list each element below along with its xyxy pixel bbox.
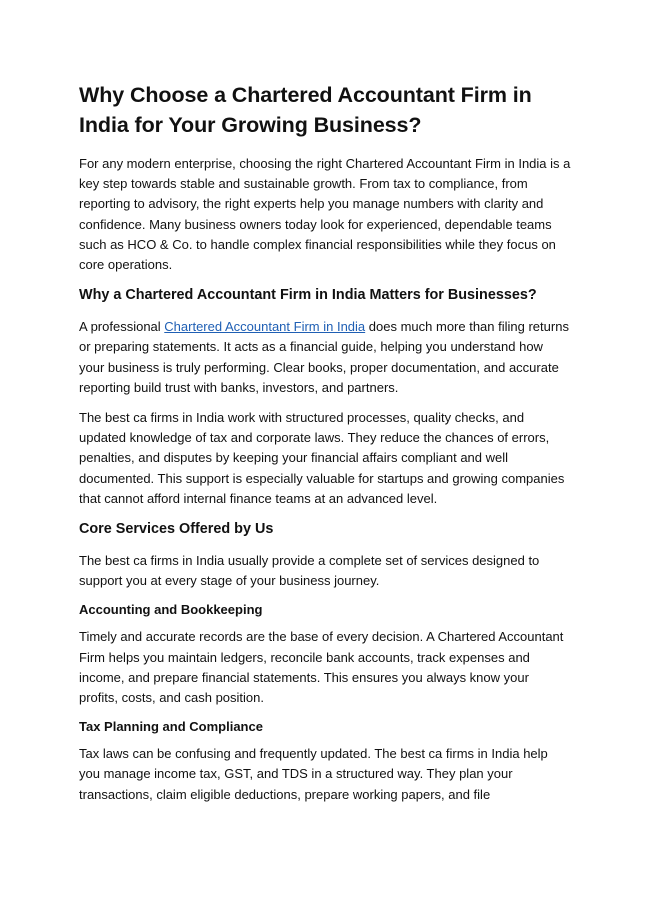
section-heading-why-ca: Why a Chartered Accountant Firm in India Matters for Businesses? [79, 287, 537, 304]
page-title: Why Choose a Chartered Accountant Firm in India for Your Growing Business? [79, 83, 532, 137]
section-heading-core-services: Core Services Offered by Us [79, 521, 274, 538]
why-ca-paragraph-2: The best ca firms in India work with structured processes, quality checks, and updated knowledge of tax and corporate laws. They reduce the chances of errors, penalties, and disputes by keeping your financial affairs compliant and well documented. This support is especially valuable for startups and growing companies that cannot afford internal finance teams at an advanced level. [79, 410, 565, 506]
intro-paragraph: For any modern enterprise, choosing the right Chartered Accountant Firm in India is a key step towards stable and sustainable growth. From tax to compliance, from reporting to advisory, the right experts help you manage numbers with clarity and confidence. Many business owners today look for experienced, dependable teams such as HCO & Co. to handle complex financial responsibilities while they focus on core operations. [79, 156, 571, 273]
tax-planning-paragraph: Tax laws can be confusing and frequently updated. The best ca firms in India help you manage income tax, GST, and TDS in a structured way. They plan your transactions, claim eligible deductions, prepare working papers, and file [79, 746, 548, 802]
why-ca-text-before-link: A professional [79, 319, 165, 335]
subheading-accounting: Accounting and Bookkeeping [79, 602, 263, 618]
subheading-tax-planning: Tax Planning and Compliance [79, 719, 263, 735]
core-services-intro: The best ca firms in India usually provide a complete set of services designed to support you at every stage of your business journey. [79, 553, 540, 589]
why-ca-paragraph-1 [79, 317, 571, 398]
why-ca-text-after-link: does much more than filing returns or preparing statements. It acts as a financial guide, helping you understand how your business is truly performing. Clear books, proper documentation, and accurate reporting build trust with banks, investors, and partners. [79, 319, 569, 395]
chartered-accountant-firm-link[interactable]: Chartered Accountant Firm in India [164, 319, 366, 335]
document-page [79, 80, 571, 815]
accounting-paragraph: Timely and accurate records are the base of every decision. A Chartered Accountant Firm helps you maintain ledgers, reconcile bank accounts, track expenses and income, and prepare financial statements. This ensures you always know your profits, costs, and cash position. [79, 629, 564, 706]
